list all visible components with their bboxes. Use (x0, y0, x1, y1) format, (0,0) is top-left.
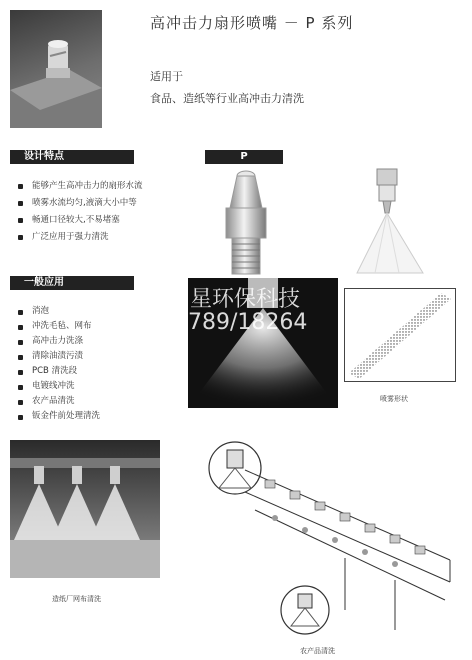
nozzle-photo-graphic (10, 10, 102, 128)
spray-shape-pattern (344, 288, 456, 382)
list-item: 高冲击力洗涤 (12, 334, 202, 349)
applications-heading: 一般应用 (10, 276, 134, 290)
model-label: P (240, 151, 248, 162)
produce-caption: 农产品清洗 (300, 647, 335, 655)
paper-mill-photo (10, 440, 160, 578)
list-item: 冲洗毛毡、网布 (12, 319, 202, 334)
list-item: PCB 清洗段 (12, 364, 202, 379)
list-item: 广泛应用于强力清洗 (12, 229, 202, 246)
nozzle-product-photo (10, 10, 102, 128)
design-list (12, 178, 202, 246)
list-item: 消泡 (12, 304, 202, 319)
list-item: 农产品清洗 (12, 394, 202, 409)
list-item: 畅通口径较大,不易堵塞 (12, 212, 202, 229)
watermark-line1: 星环保科技 (190, 287, 301, 312)
applications-list (12, 304, 202, 424)
nozzle-spray-illustration (355, 165, 425, 275)
list-item: 电镀线冲洗 (12, 379, 202, 394)
paper-mill-caption: 造纸厂网布清洗 (52, 595, 101, 603)
list-item: 能够产生高冲击力的扇形水流 (12, 178, 202, 195)
produce-washing-illustration (205, 430, 465, 640)
list-item: 清除油渍污渍 (12, 349, 202, 364)
applicable-label: 适用于 (150, 70, 183, 83)
watermark-line2: 789/18264 (188, 310, 308, 335)
page-title: 高冲击力扇形喷嘴 － P 系列 (150, 14, 354, 32)
design-heading: 设计特点 (10, 150, 134, 164)
spray-shape-caption: 喷雾形状 (380, 395, 408, 403)
applicable-text: 食品、造纸等行业高冲击力清洗 (150, 92, 304, 105)
list-item: 喷雾水流均匀,液滴大小中等 (12, 195, 202, 212)
list-item: 钣金件前处理清洗 (12, 409, 202, 424)
model-bar (205, 150, 283, 164)
nozzle-large-illustration (212, 168, 282, 278)
